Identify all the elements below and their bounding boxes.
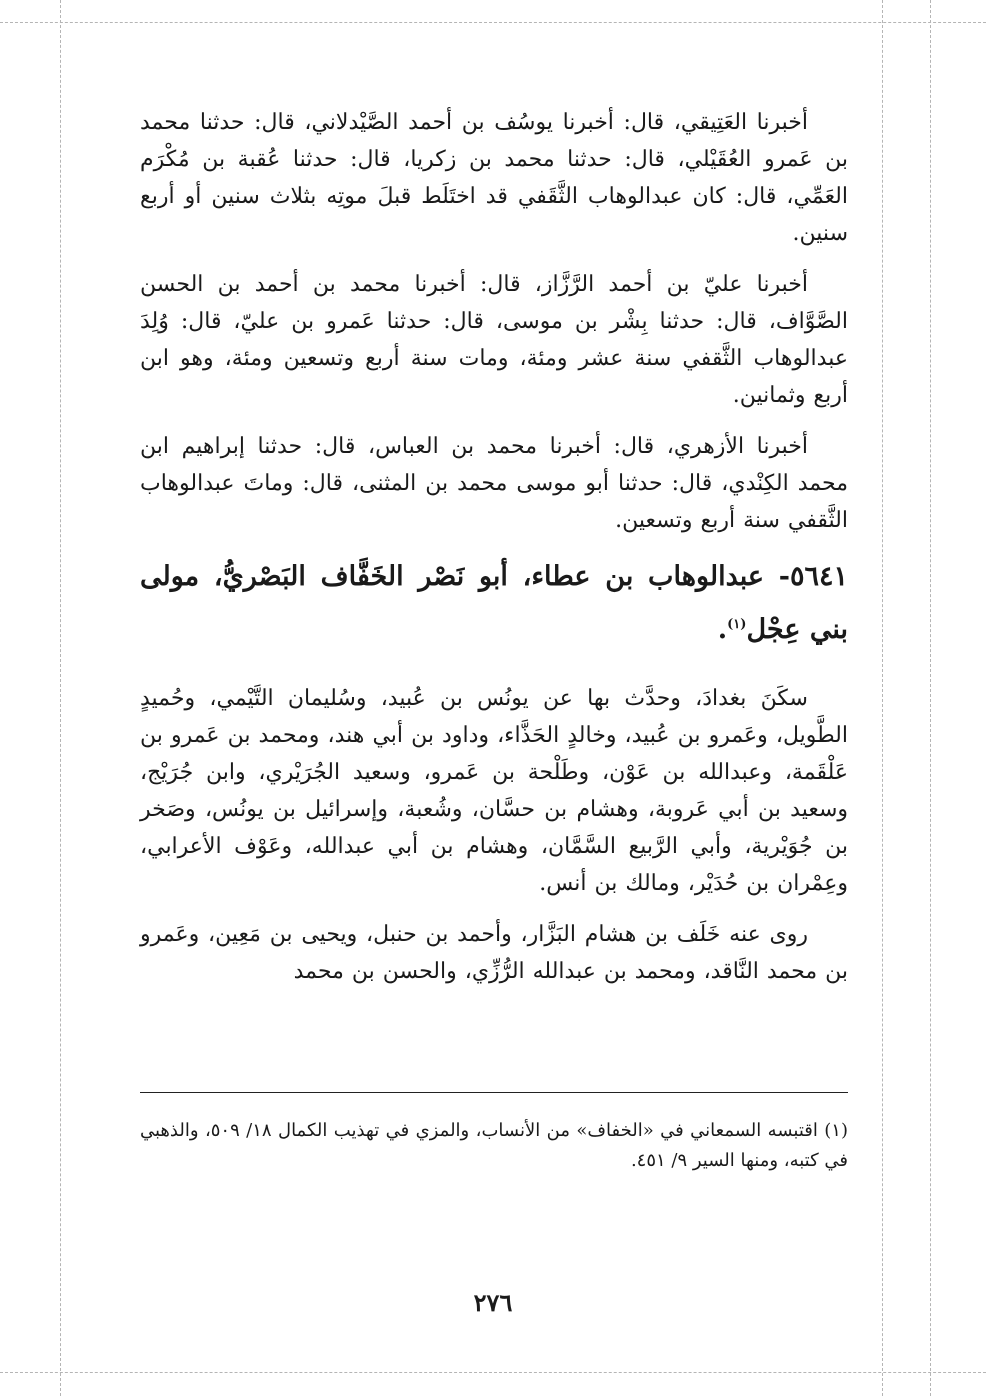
scan-guide-right-outer	[930, 0, 931, 1396]
scan-guide-right	[882, 0, 883, 1396]
scan-guide-bottom	[0, 1372, 986, 1373]
footnote-divider	[140, 1092, 848, 1093]
footnote: (١) اقتبسه السمعاني في «الخفاف» من الأنساب، والمزي في تهذيب الكمال ١٨/ ٥٠٩، والذهبي في كتبه، ومنها السير ٩/ ٤٥١.	[140, 1120, 848, 1171]
paragraph-5: روى عنه خَلَف بن هشام البَزَّار، وأحمد بن حنبل، ويحيى بن مَعِين، وعَمرو بن محمد النَّاقد، ومحمد بن عبدالله الرُّزِّي، والحسن بن محمد	[140, 922, 848, 984]
entry-heading	[140, 553, 848, 654]
page-body	[140, 104, 848, 1004]
entry-heading-text: ٥٦٤١- عبدالوهاب بن عطاء، أبو نَصْر الخَفَّاف البَصْريُّ، مولى بني عِجْل	[140, 561, 848, 645]
page-number: ٢٧٦	[473, 1288, 513, 1317]
footnote-ref: (١)	[727, 617, 747, 632]
scan-guide-top	[0, 22, 986, 23]
paragraph-3: أخبرنا الأزهري، قال: أخبرنا محمد بن العباس، قال: حدثنا إبراهيم ابن محمد الكِنْدي، قال: حدثنا أبو موسى محمد بن المثنى، قال: وماتَ عبدالوهاب الثَّقفي سنة أربع وتسعين.	[140, 434, 848, 533]
paragraph-4: سكَنَ بغدادَ، وحدَّث بها عن يونُس بن عُبيد، وسُليمان التَّيْمي، وحُميدٍ الطَّويل، وعَمرو بن عُبيد، وخالدٍ الحَذَّاء، وداود بن أبي هند، ومحمد بن عَمرو بن عَلْقَمة، وعبدالله بن عَوْن، وطَلْحة بن عَمرو، وسعيد الجُرَيْري، وابن جُرَيْج، وسعيد بن أبي عَروبة، وهشام بن حسَّان، وشُعبة، وإسرائيل بن يونُس، وصَخر بن جُوَيْرية، وأبي الرَّبيع السَّمَّان، وهشام بن أبي عبدالله، وعَوْف الأعرابي، وعِمْران بن حُدَيْر، ومالك بن أنس.	[140, 686, 849, 896]
paragraph-2: أخبرنا عليّ بن أحمد الرَّزَّاز، قال: أخبرنا محمد بن أحمد بن الحسن الصَّوَّاف، قال: حدثنا بِشْر بن موسى، قال: حدثنا عَمرو بن عليّ، قال: وُلِدَ عبدالوهاب الثَّقفي سنة عشر ومئة، ومات سنة أربع وتسعين ومئة، وهو ابن أربع وثمانين.	[140, 272, 848, 408]
scan-guide-left	[60, 0, 61, 1396]
paragraph-1: أخبرنا العَتِيقي، قال: أخبرنا يوسُف بن أحمد الصَّيْدلاني، قال: حدثنا محمد بن عَمرو العُقَيْلي، قال: حدثنا محمد بن زكريا، قال: حدثنا عُقبة بن مُكْرَم العَمِّي، قال: كان عبدالوهاب الثَّقَفي قد اختَلَط قبلَ موتِه بثلاث سنين أو أربع سنين.	[140, 110, 848, 246]
entry-heading-end: .	[717, 614, 728, 645]
